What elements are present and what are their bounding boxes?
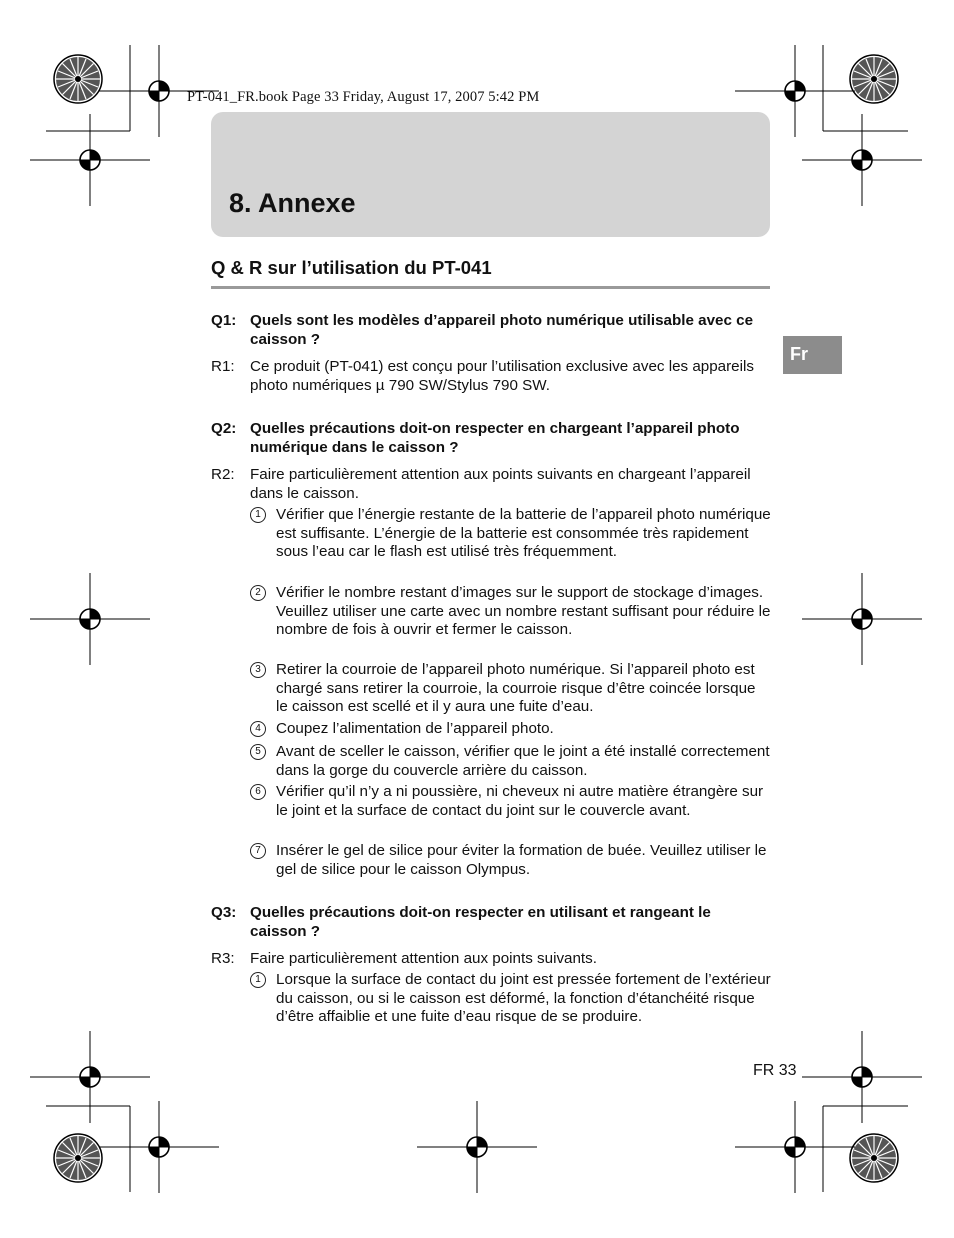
question-label: Q1: bbox=[211, 312, 237, 329]
answer-label: R3: bbox=[211, 950, 235, 967]
answer-label: R1: bbox=[211, 358, 235, 375]
list-item-text: Vérifier le nombre restant d’images sur le support de stockage d’images. Veuillez utiliser une carte avec un nombre restant suffisant pour réduire le nombre de fois à ouvrir et fermer le caisson. bbox=[276, 584, 771, 639]
question-2 bbox=[211, 420, 771, 457]
list-item bbox=[250, 661, 771, 717]
circled-number: 1 bbox=[250, 506, 266, 522]
circled-number: 2 bbox=[250, 584, 266, 600]
circled-number: 1 bbox=[250, 971, 266, 987]
answer-1 bbox=[211, 358, 771, 395]
language-tab: Fr bbox=[783, 336, 842, 374]
list-item bbox=[250, 506, 771, 562]
list-item-text: Lorsque la surface de contact du joint est pressée fortement de l’extérieur du caisson, ou si le caisson est déformé, la fonction d’étanchéité risque d’être affaiblie et une fuite d’eau risque de se produire. bbox=[276, 971, 771, 1026]
list-item-text: Vérifier que l’énergie restante de la batterie de l’appareil photo numérique est suffisante. L’énergie de la batterie est consommée très rapidement sous l’eau car le flash est utilisé très fréquemment. bbox=[276, 506, 771, 561]
list-item-text: Insérer le gel de silice pour éviter la formation de buée. Veuillez utiliser le gel de silice pour le caisson Olympus. bbox=[276, 842, 767, 878]
section-divider bbox=[211, 286, 770, 289]
list-item bbox=[250, 584, 771, 640]
list-item-text: Vérifier qu’il n’y a ni poussière, ni cheveux ni autre matière étrangère sur le joint et la surface de contact du joint sur le couvercle avant. bbox=[276, 783, 764, 819]
list-item-text: Coupez l’alimentation de l’appareil photo. bbox=[276, 720, 554, 737]
answer-2 bbox=[211, 466, 771, 503]
list-item bbox=[250, 783, 771, 820]
question-label: Q3: bbox=[211, 904, 237, 921]
section-title: Q & R sur l’utilisation du PT-041 bbox=[211, 257, 492, 278]
question-text: Quelles précautions doit-on respecter en chargeant l’appareil photo numérique dans le caisson ? bbox=[250, 420, 740, 456]
circled-number: 4 bbox=[250, 720, 266, 736]
page-number: FR 33 bbox=[753, 1062, 797, 1079]
chapter-title: 8. Annexe bbox=[229, 188, 356, 218]
question-text: Quelles précautions doit-on respecter en utilisant et rangeant le caisson ? bbox=[250, 904, 711, 940]
print-header: PT-041_FR.book Page 33 Friday, August 17, 2007 5:42 PM bbox=[187, 89, 540, 105]
question-text: Quels sont les modèles d’appareil photo numérique utilisable avec ce caisson ? bbox=[250, 312, 754, 348]
question-1 bbox=[211, 312, 771, 349]
answer-3 bbox=[211, 950, 771, 969]
list-item bbox=[250, 720, 771, 739]
answer-text: Faire particulièrement attention aux points suivants en chargeant l’appareil dans le caisson. bbox=[250, 466, 751, 502]
list-item bbox=[250, 743, 771, 780]
list-item-text: Avant de sceller le caisson, vérifier que le joint a été installé correctement dans la gorge du couvercle arrière du caisson. bbox=[276, 743, 770, 779]
answer-text: Ce produit (PT-041) est conçu pour l’utilisation exclusive avec les appareils photo numériques µ 790 SW/Stylus 790 SW. bbox=[250, 358, 754, 394]
question-label: Q2: bbox=[211, 420, 237, 437]
answer-label: R2: bbox=[211, 466, 235, 483]
list-item bbox=[250, 842, 771, 879]
question-3 bbox=[211, 904, 771, 941]
circled-number: 6 bbox=[250, 783, 266, 799]
list-item-text: Retirer la courroie de l’appareil photo numérique. Si l’appareil photo est chargé sans retirer la courroie, la courroie risque d’être coincée lorsque le caisson est scellé et il y aura une fuite d’eau. bbox=[276, 661, 756, 716]
list-item bbox=[250, 971, 771, 1027]
circled-number: 5 bbox=[250, 743, 266, 759]
circled-number: 3 bbox=[250, 661, 266, 677]
circled-number: 7 bbox=[250, 842, 266, 858]
answer-text: Faire particulièrement attention aux points suivants. bbox=[250, 950, 597, 967]
